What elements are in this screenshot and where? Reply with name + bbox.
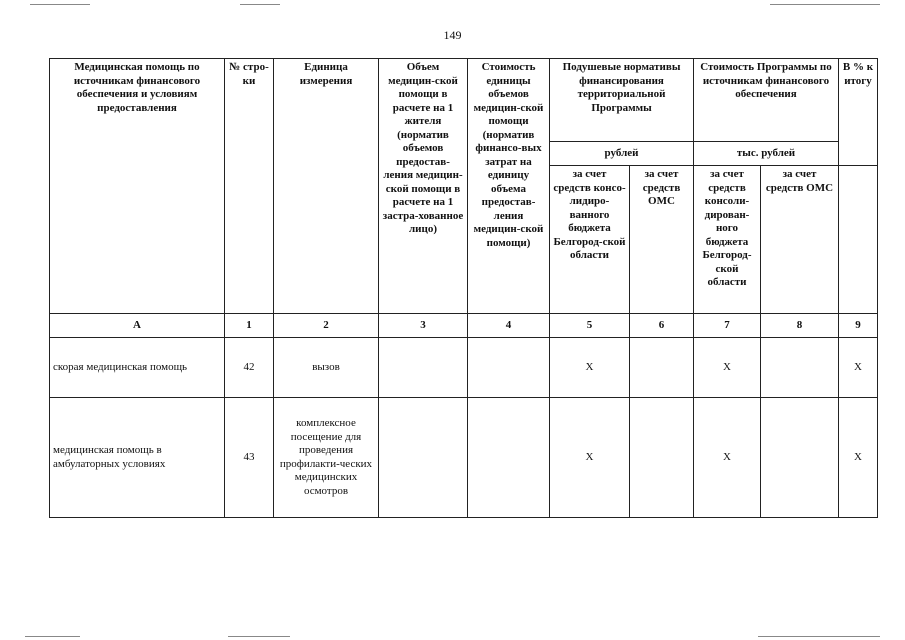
row-care-type: скорая медицинская помощь bbox=[50, 338, 225, 398]
row-percent: Х bbox=[839, 338, 878, 398]
row-percent: Х bbox=[839, 398, 878, 518]
row-regional-per-capita: Х bbox=[550, 338, 630, 398]
header-regional-budget-cost: за счет средств консоли-дирован-ного бюджета Белгород-ской области bbox=[694, 166, 761, 314]
header-unit: Единица измерения bbox=[274, 59, 379, 314]
index-cell: 6 bbox=[630, 314, 694, 338]
row-oms-per-capita bbox=[630, 338, 694, 398]
row-care-type: медицинская помощь в амбулаторных условиях bbox=[50, 398, 225, 518]
row-line-number: 43 bbox=[225, 398, 274, 518]
row-volume bbox=[379, 338, 468, 398]
index-cell: 2 bbox=[274, 314, 379, 338]
row-oms-per-capita bbox=[630, 398, 694, 518]
header-program-cost-group: Стоимость Программы по источникам финансового обеспечения bbox=[694, 59, 839, 142]
row-unit-cost bbox=[468, 338, 550, 398]
scan-edge-mark bbox=[758, 636, 880, 637]
scan-edge-mark bbox=[240, 4, 280, 5]
row-unit: вызов bbox=[274, 338, 379, 398]
column-index-row bbox=[50, 314, 878, 338]
index-cell: А bbox=[50, 314, 225, 338]
scan-edge-mark bbox=[25, 636, 80, 637]
index-cell: 7 bbox=[694, 314, 761, 338]
header-oms-per-capita: за счет средств ОМС bbox=[630, 166, 694, 314]
table-row bbox=[50, 398, 878, 518]
row-line-number: 42 bbox=[225, 338, 274, 398]
row-oms-cost bbox=[761, 398, 839, 518]
index-cell: 1 bbox=[225, 314, 274, 338]
header-volume: Объем медицин-ской помощи в расчете на 1 жителя (норматив объемов предостав-ления медицин-ской помощи в расчете на 1 застра-хованное лицо) bbox=[379, 59, 468, 314]
header-oms-cost: за счет средств ОМС bbox=[761, 166, 839, 314]
row-regional-cost: Х bbox=[694, 398, 761, 518]
index-cell: 4 bbox=[468, 314, 550, 338]
index-cell: 5 bbox=[550, 314, 630, 338]
header-regional-budget-per-capita: за счет средств консо-лидиро-ванного бюджета Белгород-ской области bbox=[550, 166, 630, 314]
header-percent-empty bbox=[839, 166, 878, 314]
row-volume bbox=[379, 398, 468, 518]
header-care-sources: Медицинская помощь по источникам финансового обеспечения и условиям предоставления bbox=[50, 59, 225, 314]
header-unit-rubles: рублей bbox=[550, 142, 694, 166]
header-row-number: № стро-ки bbox=[225, 59, 274, 314]
index-cell: 9 bbox=[839, 314, 878, 338]
row-regional-cost: Х bbox=[694, 338, 761, 398]
page-number: 149 bbox=[443, 28, 462, 42]
header-percent: В % к итогу bbox=[839, 59, 878, 166]
header-per-capita-group: Подушевые нормативы финансирования территориальной Программы bbox=[550, 59, 694, 142]
scan-edge-mark bbox=[770, 4, 880, 5]
row-unit: комплексное посещение для проведения профилакти-ческих медицинских осмотров bbox=[274, 398, 379, 518]
table-row bbox=[50, 338, 878, 398]
row-oms-cost bbox=[761, 338, 839, 398]
financing-table bbox=[49, 58, 878, 518]
header-unit-cost: Стоимость единицы объемов медицин-ской помощи (норматив финансо-вых затрат на единицу объема предостав-ления медицин-ской помощи) bbox=[468, 59, 550, 314]
row-regional-per-capita: Х bbox=[550, 398, 630, 518]
index-cell: 3 bbox=[379, 314, 468, 338]
header-unit-thousand-rubles: тыс. рублей bbox=[694, 142, 839, 166]
scan-edge-mark bbox=[228, 636, 290, 637]
scan-edge-mark bbox=[30, 4, 90, 5]
row-unit-cost bbox=[468, 398, 550, 518]
index-cell: 8 bbox=[761, 314, 839, 338]
